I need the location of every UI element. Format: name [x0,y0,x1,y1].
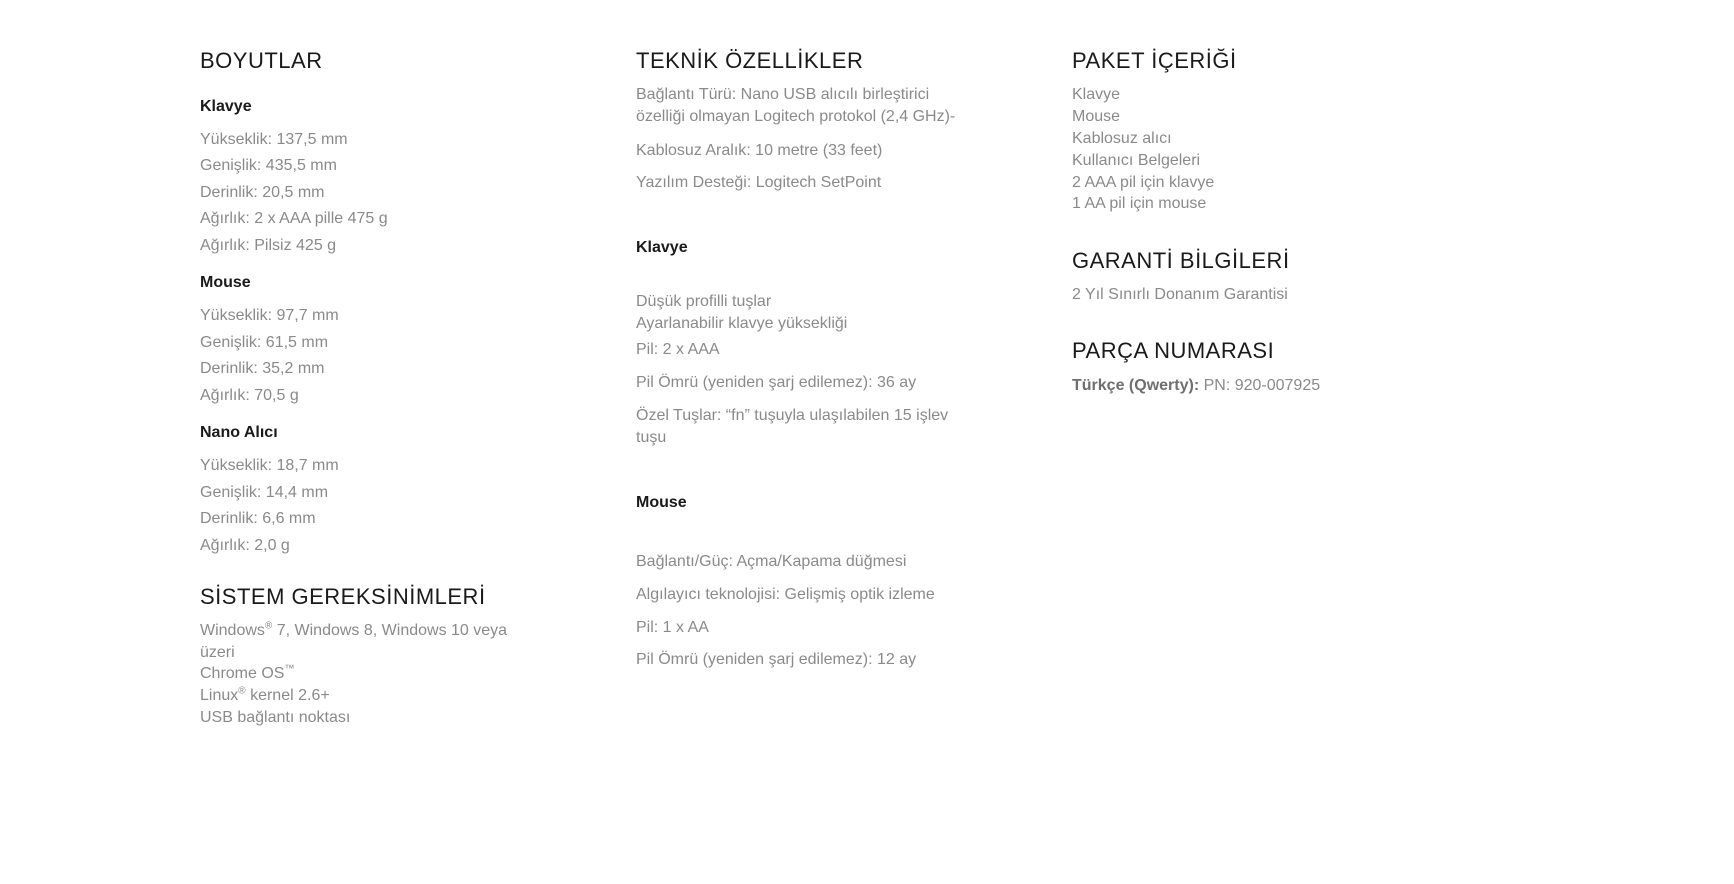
receiver-depth: Derinlik: 6,6 mm [200,510,316,527]
mouse-battery: Pil: 1 x AA [636,619,709,636]
mouse-height: Yükseklik: 97,7 mm [200,307,339,324]
package-item: Klavye [1072,86,1121,103]
package-contents-heading: PAKET İÇERİĞİ [1072,48,1237,73]
receiver-height: Yükseklik: 18,7 mm [200,457,339,474]
mouse-dimensions-heading: Mouse [200,274,251,291]
special-keys: Özel Tuşlar: “fn” tuşuyla ulaşılabilen 15 işlev tuşu [636,407,949,446]
part-number-value: PN: 920-007925 [1199,377,1321,394]
part-number-heading: PARÇA NUMARASI [1072,338,1275,363]
software-support: Yazılım Desteği: Logitech SetPoint [636,174,882,191]
mouse-weight: Ağırlık: 70,5 g [200,387,299,404]
keyboard-battery-life: Pil Ömrü (yeniden şarj edilemez): 36 ay [636,374,917,391]
usb-requirement: USB bağlantı noktası [200,709,351,726]
keyboard-dimensions-heading: Klavye [200,98,252,115]
part-number-label: Türkçe (Qwerty): [1072,377,1200,394]
linux-requirement: Linux® kernel 2.6+ [200,685,330,704]
nano-receiver-heading: Nano Alıcı [200,424,278,441]
windows-requirement: Windows® 7, Windows 8, Windows 10 veya üzeri [200,620,508,661]
keyboard-battery: Pil: 2 x AAA [636,341,720,358]
package-item: Kullanıcı Belgeleri [1072,152,1201,169]
package-item: 1 AA pil için mouse [1072,195,1207,212]
keyboard-weight-with-batteries: Ağırlık: 2 x AAA pille 475 g [200,210,388,227]
keyboard-width: Genişlik: 435,5 mm [200,157,337,174]
keyboard-height: Yükseklik: 137,5 mm [200,131,348,148]
dimensions-heading: BOYUTLAR [200,48,323,73]
package-item: Mouse [1072,108,1121,125]
mouse-power-switch: Bağlantı/Güç: Açma/Kapama düğmesi [636,553,907,570]
receiver-weight: Ağırlık: 2,0 g [200,537,290,554]
mouse-specs-heading: Mouse [636,494,687,511]
wireless-range: Kablosuz Aralık: 10 metre (33 feet) [636,142,883,159]
mouse-depth: Derinlik: 35,2 mm [200,360,325,377]
receiver-width: Genişlik: 14,4 mm [200,484,329,501]
chrome-os-requirement: Chrome OS™ [200,663,295,682]
adjustable-height: Ayarlanabilir klavye yüksekliği [636,315,848,332]
package-item: Kablosuz alıcı [1072,130,1172,147]
system-requirements-heading: SİSTEM GEREKSİNİMLERİ [200,584,486,609]
technical-specs-heading: TEKNİK ÖZELLİKLER [636,48,864,73]
connection-type: Bağlantı Türü: Nano USB alıcılı birleştirici özelliği olmayan Logitech protokol (2,4 GHz)- [636,86,956,125]
part-number [1072,375,1320,397]
warranty-heading: GARANTİ BİLGİLERİ [1072,248,1290,273]
mouse-width: Genişlik: 61,5 mm [200,334,329,351]
warranty-text: 2 Yıl Sınırlı Donanım Garantisi [1072,286,1288,303]
low-profile-keys: Düşük profilli tuşlar [636,293,772,310]
keyboard-specs-heading: Klavye [636,239,688,256]
keyboard-depth: Derinlik: 20,5 mm [200,184,325,201]
package-item: 2 AAA pil için klavye [1072,174,1215,191]
keyboard-weight-without-batteries: Ağırlık: Pilsiz 425 g [200,237,337,254]
mouse-battery-life: Pil Ömrü (yeniden şarj edilemez): 12 ay [636,651,917,668]
sensor-technology: Algılayıcı teknolojisi: Gelişmiş optik izleme [636,586,935,603]
